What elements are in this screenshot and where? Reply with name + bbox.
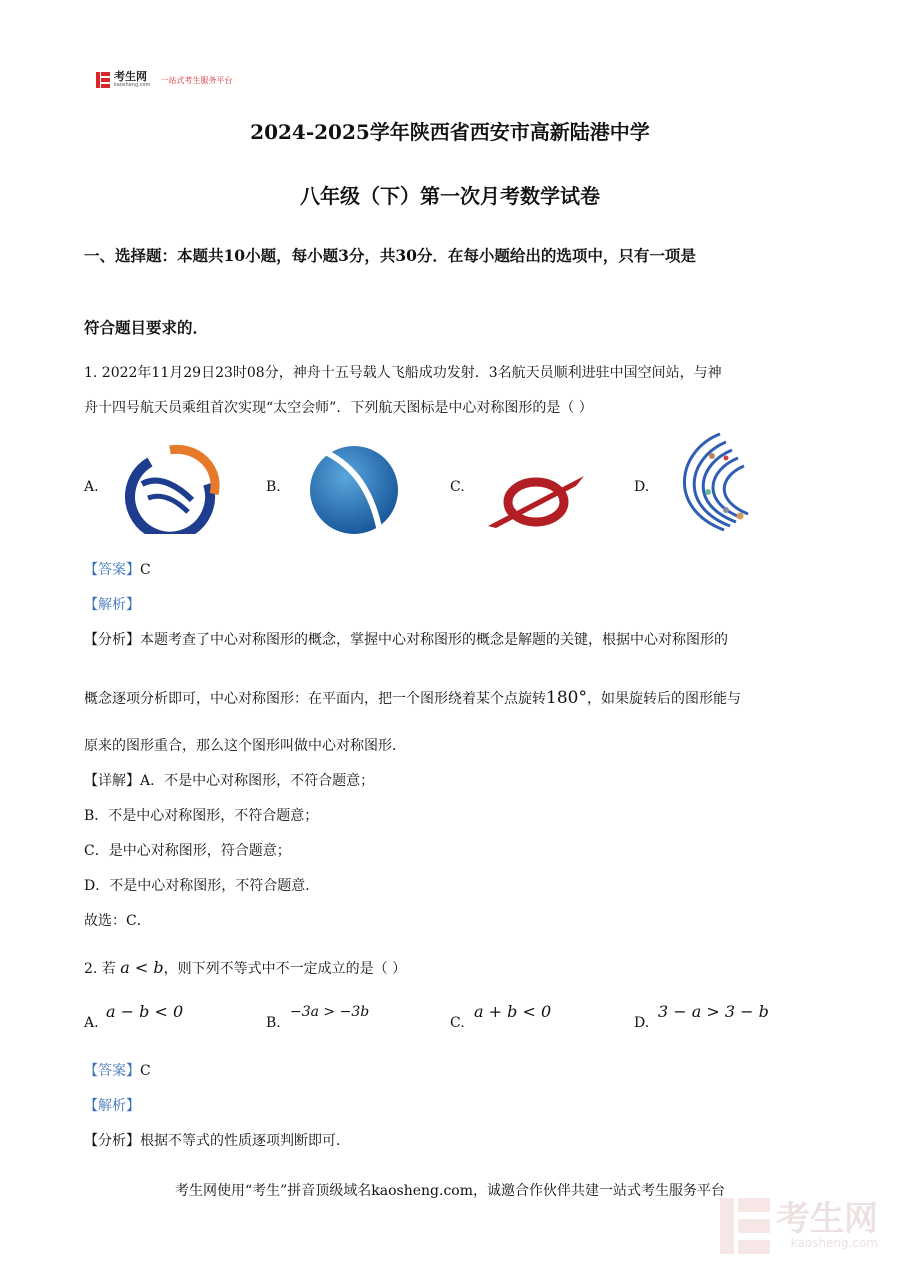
- page-footer: 考生网使用“考生”拼音顶级域名kaosheng.com，诚邀合作伙伴共建一站式考生服务平台: [174, 1183, 726, 1199]
- q1-answer-row: [84, 560, 151, 580]
- q1-fenxi-line2b: ，如果旋转后的图形能与: [586, 691, 741, 707]
- q1-fenxi-angle: 180°: [546, 688, 587, 708]
- q1-option-d-emblem-icon: [668, 430, 768, 534]
- q1-analysis-label: 【解析】: [84, 597, 140, 613]
- q2-stem: [84, 958, 406, 979]
- q2-stem-suffix: ，则下列不等式中不一定成立的是（ ）: [163, 961, 407, 977]
- q2-option-c-expr: a + b < 0: [474, 1002, 552, 1021]
- q1-detail-2: B．不是中心对称图形，不符合题意；: [84, 808, 319, 824]
- q2-answer-row: [84, 1061, 151, 1081]
- q1-conclusion: 故选：C．: [84, 913, 151, 929]
- q2-option-a-expr: a − b < 0: [106, 1002, 184, 1021]
- q1-option-c-emblem-icon: [484, 472, 588, 532]
- q1-fenxi-line2: [84, 688, 741, 709]
- q2-fenxi: 【分析】根据不等式的性质逐项判断即可．: [84, 1133, 350, 1149]
- q1-answer-label: 【答案】: [84, 562, 140, 578]
- q2-stem-prefix: 2. 若: [84, 961, 116, 977]
- watermark: [720, 1198, 878, 1254]
- q1-detail-4: D．不是中心对称图形，不符合题意．: [84, 878, 320, 894]
- q1-detail-1: 【详解】A．不是中心对称图形，不符合题意；: [84, 773, 375, 789]
- q2-option-a-label: A.: [84, 1015, 99, 1031]
- section-heading-cont: 符合题目要求的．: [84, 318, 209, 337]
- q1-option-a-label: A.: [84, 479, 99, 495]
- q1-detail-3: C．是中心对称图形，符合题意；: [84, 843, 291, 859]
- watermark-logo-icon: [720, 1198, 770, 1254]
- section-heading: 一、选择题：本题共10小题，每小题3分，共30分．在每小题给出的选项中，只有一项是: [84, 246, 696, 265]
- q2-analysis-label: 【解析】: [84, 1098, 140, 1114]
- watermark-domain: kaosheng.com: [790, 1236, 878, 1250]
- q2-answer-label: 【答案】: [84, 1063, 140, 1079]
- q1-option-a-emblem-icon: [120, 444, 220, 534]
- q1-option-d-label: D.: [634, 479, 650, 495]
- page-subtitle: 八年级（下）第一次月考数学试卷: [300, 184, 600, 208]
- site-logo: [96, 72, 232, 88]
- logo-domain: kaosheng.com: [114, 82, 151, 88]
- q2-option-d-label: D.: [634, 1015, 650, 1031]
- q2-option-d-expr: 3 − a > 3 − b: [658, 1002, 769, 1021]
- q2-answer-value: C: [140, 1063, 151, 1079]
- q1-option-b-emblem-icon: [304, 440, 404, 535]
- logo-icon: [96, 72, 110, 88]
- q1-answer-value: C: [140, 562, 151, 578]
- q1-fenxi-line2a: 概念逐项分析即可，中心对称图形：在平面内，把一个图形绕着某个点旋转: [84, 691, 546, 707]
- page-title: 2024-2025学年陕西省西安市高新陆港中学: [250, 120, 650, 144]
- q2-stem-math: a < b: [120, 958, 164, 977]
- q1-fenxi-line3: 原来的图形重合，那么这个图形叫做中心对称图形．: [84, 738, 406, 754]
- q1-option-b-label: B.: [266, 479, 281, 495]
- q1-stem-line1: 1. 2022年11月29日23时08分，神舟十五号载人飞船成功发射．3名航天员顺利进驻中国空间站，与神: [84, 365, 722, 381]
- watermark-name: 考生网: [776, 1199, 878, 1239]
- logo-slogan: 一站式考生服务平台: [160, 75, 233, 85]
- q1-stem-line2: 舟十四号航天员乘组首次实现“太空会师”．下列航天图标是中心对称图形的是（ ）: [84, 400, 593, 416]
- logo-name: 考生网: [114, 70, 147, 83]
- q1-fenxi-line1: 【分析】本题考查了中心对称图形的概念，掌握中心对称图形的概念是解题的关键，根据中心对称图形的: [84, 632, 728, 648]
- q2-option-b-label: B.: [266, 1015, 281, 1031]
- q2-option-c-label: C.: [450, 1015, 465, 1031]
- q1-option-c-label: C.: [450, 479, 465, 495]
- q2-option-b-expr: −3a > −3b: [290, 1004, 370, 1020]
